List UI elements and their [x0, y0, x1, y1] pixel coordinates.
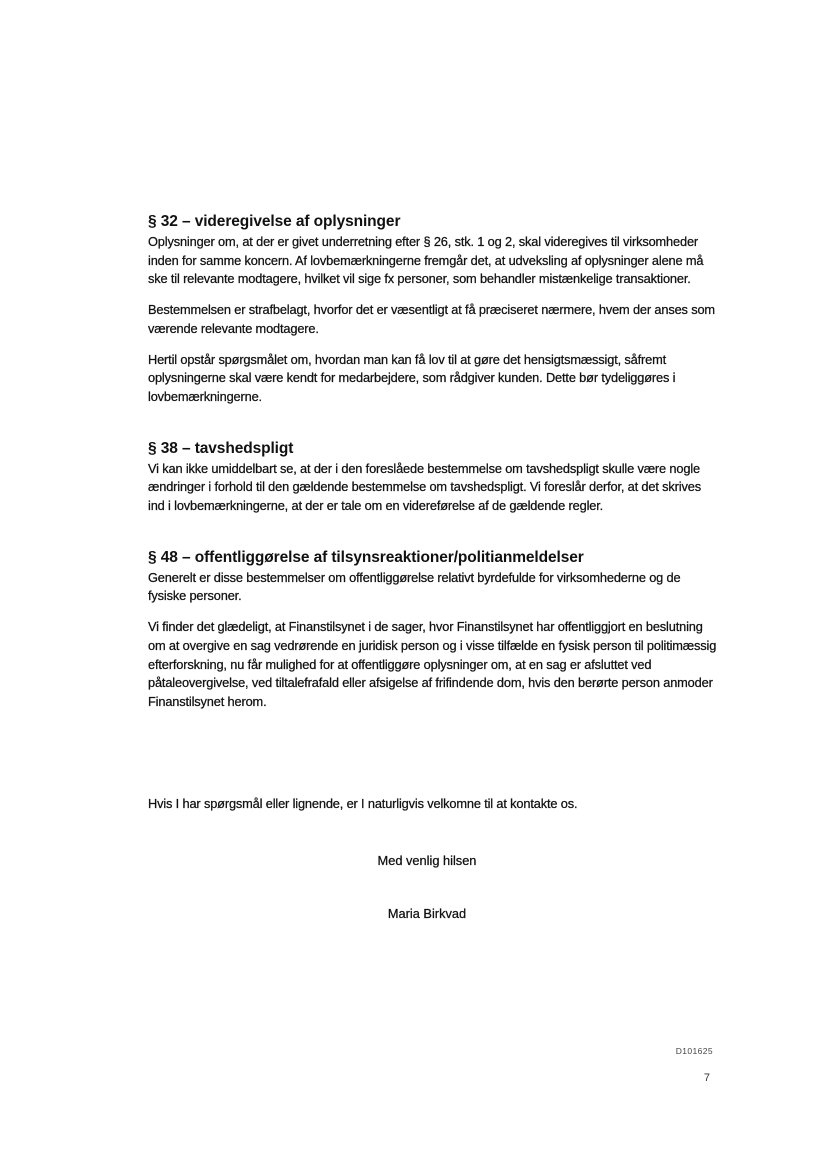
section-paragraph: Bestemmelsen er strafbelagt, hvorfor det er væsentligt at få præciseret nærmere, hvem der anses som værende relevante modtagere.	[148, 302, 715, 336]
section-38	[148, 439, 718, 516]
section-paragraph: Hertil opstår spørgsmålet om, hvordan man kan få lov til at gøre det hensigtsmæssigt, såfremt oplysningerne skal være kendt for medarbejdere, som rådgiver kunden. Dette bør tydeliggøres i lovbemærkningerne.	[148, 351, 676, 404]
letter-body	[148, 212, 718, 724]
section-paragraph: Vi finder det glædeligt, at Finanstilsynet i de sager, hvor Finanstilsynet har offentliggjort en beslutning om at overgive en sag vedrørende en juridisk person og i visse tilfælde en fysisk person til politimæssig efterforskning, nu får mulighed for at offentliggøre oplysninger om, at en sag er afsluttet ved påtaleovergivelse, ved tiltalefrafald eller afsigelse af frifindende dom, hvis den berørte person anmoder Finanstilsynet herom.	[148, 619, 717, 709]
greeting: Med venlig hilsen	[377, 853, 477, 868]
page-number: 7	[703, 1072, 710, 1084]
section-spacer	[148, 419, 718, 439]
section-32	[148, 212, 718, 407]
section-heading: § 48 – offentliggørelse af tilsynsreaktioner/politianmeldelser	[148, 548, 584, 566]
closing-sentence: Hvis I har spørgsmål eller lignende, er I naturligvis velkomne til at kontakte os.	[148, 796, 578, 811]
section-paragraph: Generelt er disse bestemmelser om offentliggørelse relativt byrdefulde for virksomhederne og de fysiske personer.	[148, 569, 681, 604]
section-heading: § 38 – tavshedspligt	[148, 439, 294, 457]
section-spacer	[148, 528, 718, 548]
section-heading: § 32 – videregivelse af oplysninger	[148, 213, 401, 230]
section-paragraph: Oplysninger om, at der er givet underretning efter § 26, stk. 1 og 2, skal videregives til virksomheder inden for samme koncern. Af lovbemærkningerne fremgår det, at udveksling af oplysninger alene må ske til relevante modtagere, hvilket vil sige fx personer, som behandler mistænkelige transaktioner.	[148, 234, 704, 287]
document-id: D101625	[675, 1046, 713, 1056]
section-paragraph: Vi kan ikke umiddelbart se, at der i den foreslåede bestemmelse om tavshedspligt skulle være nogle ændringer i forhold til den gældende bestemmelse om tavshedspligt. Vi foreslår derfor, at det skrives ind i lovbemærkningerne, at der er tale om en videreførelse af de gældende regler.	[148, 460, 701, 514]
signature-name: Maria Birkvad	[387, 906, 467, 921]
section-48	[148, 548, 718, 712]
